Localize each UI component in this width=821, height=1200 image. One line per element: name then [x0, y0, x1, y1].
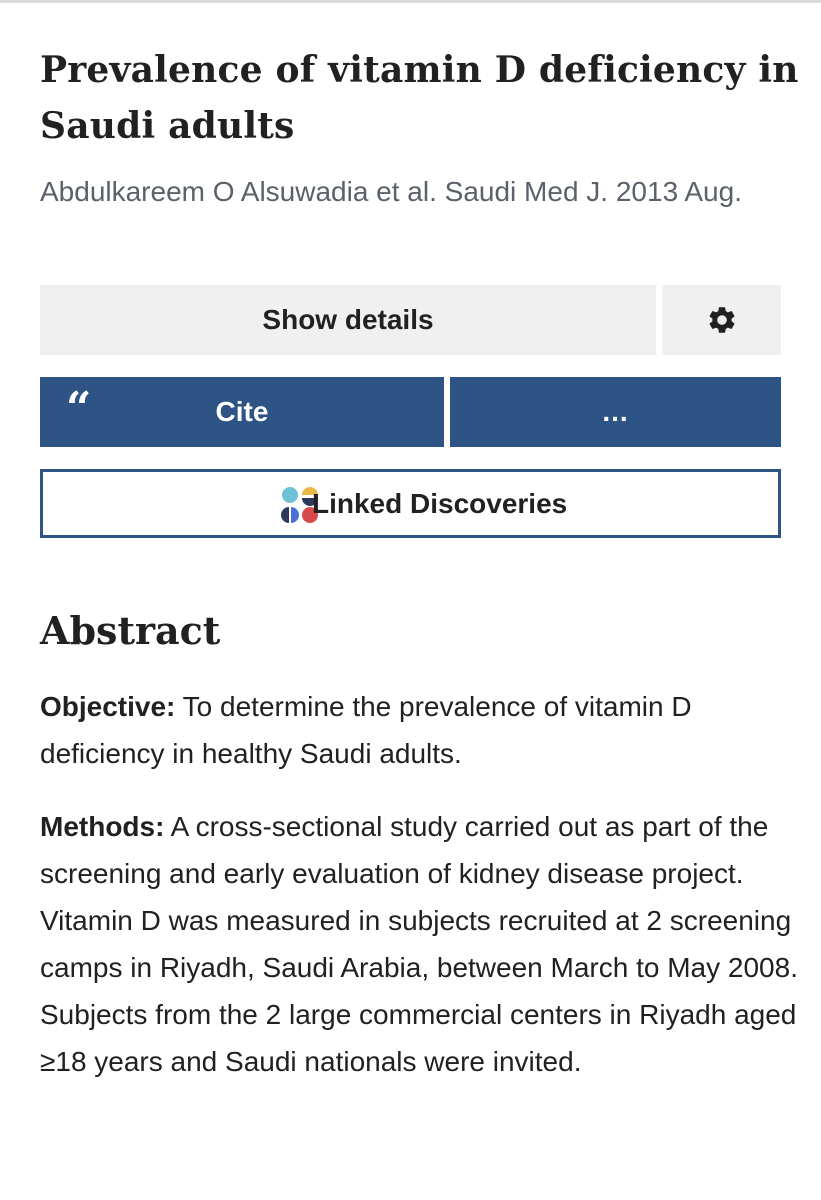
linked-discoveries-label: Linked Discoveries	[312, 487, 568, 519]
methods-text: A cross-sectional study carried out as part of the screening and early evaluation of kidney disease project. Vitamin D was measured in subjects recruited at 2 screening camps in Riyadh, Saudi Arabia, between March to May 2008. Subjects from the 2 large commercial centers in Riyadh aged ≥18 years and Saudi nationals were invited.	[40, 811, 798, 1077]
more-actions-button[interactable]	[450, 377, 781, 447]
show-details-label: Show details	[262, 304, 434, 335]
top-divider	[0, 0, 821, 3]
objective-label: Objective:	[40, 691, 176, 722]
gear-icon	[706, 304, 738, 336]
quote-icon: “	[66, 383, 92, 434]
show-details-button[interactable]	[40, 285, 656, 355]
abstract-methods	[40, 803, 800, 1085]
cite-button[interactable]	[40, 377, 444, 447]
more-actions-label: ...	[602, 396, 629, 427]
abstract-heading: Abstract	[40, 608, 221, 653]
display-settings-button[interactable]	[662, 285, 781, 355]
objective-text: To determine the prevalence of vitamin D deficiency in healthy Saudi adults.	[40, 691, 692, 769]
methods-label: Methods:	[40, 811, 165, 842]
abstract-objective	[40, 683, 800, 777]
linked-discoveries-button[interactable]	[40, 469, 781, 538]
cite-label: Cite	[215, 396, 269, 427]
article-title: Prevalence of vitamin D deficiency in Saudi adults	[40, 49, 799, 147]
article-citation: Abdulkareem O Alsuwadia et al. Saudi Med J. 2013 Aug.	[40, 176, 742, 207]
